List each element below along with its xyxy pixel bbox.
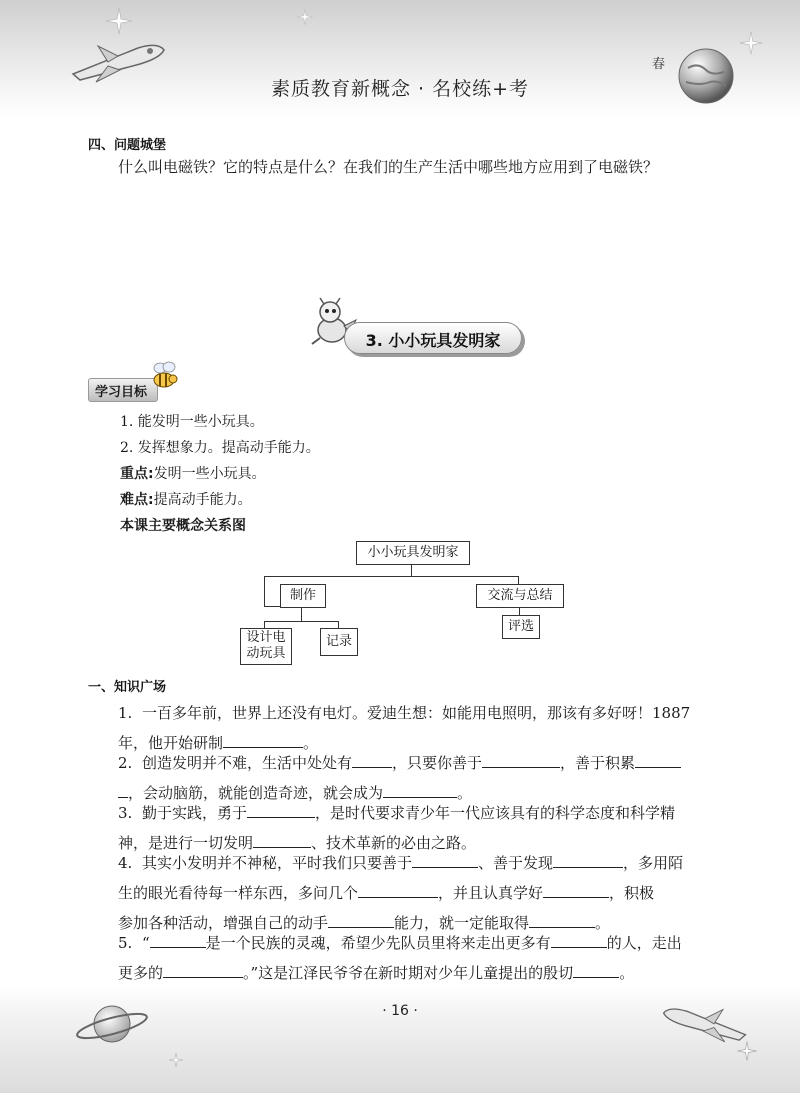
difficulty-text: 提高动手能力。 [153, 492, 252, 508]
question-line [118, 928, 718, 958]
question-text: 。 [619, 964, 635, 982]
fill-blank[interactable] [253, 831, 311, 848]
connector-line [338, 621, 339, 628]
key-point [120, 464, 266, 484]
connector-line [264, 576, 518, 577]
question-text: ，会动脑筋，就能创造奇迹，就会成为 [128, 784, 384, 802]
fill-blank[interactable] [482, 751, 560, 768]
question-line [118, 958, 718, 988]
connector-line [264, 621, 338, 622]
question-text: 能力，就一定能取得 [394, 914, 530, 932]
question-number: 2. [118, 754, 133, 772]
question-line [118, 848, 718, 878]
question-text: 生的眼光看待每一样东西，多问几个 [118, 884, 359, 902]
fill-blank[interactable] [553, 851, 623, 868]
fill-blank[interactable] [573, 961, 619, 978]
question-line [118, 748, 718, 778]
fill-blank[interactable] [529, 911, 595, 928]
question-text: 的人，走出 [606, 934, 682, 952]
fill-blank[interactable] [635, 751, 681, 768]
section-heading-questions: 四、问题城堡 [88, 138, 167, 153]
goal-item: 2. 发挥想象力。提高动手能力。 [120, 440, 320, 456]
connector-line [264, 621, 265, 628]
fill-blank[interactable] [383, 781, 457, 798]
question-text: 、技术革新的必由之路。 [311, 834, 477, 852]
connector-line [411, 564, 412, 576]
fill-blank[interactable] [118, 781, 128, 798]
question-text: 勤于实践，勇于 [142, 804, 248, 822]
question-line [118, 698, 718, 728]
question-number: 1. [118, 704, 133, 722]
key-point-label: 重点: [120, 466, 154, 482]
question-text: ，是时代要求青少年一代应该具有的科学态度和科学精 [315, 804, 676, 822]
lesson-title-banner [344, 322, 522, 354]
question-text: 、善于发现 [478, 854, 554, 872]
connector-line [301, 607, 302, 621]
fill-blank[interactable] [543, 881, 609, 898]
fill-blank[interactable] [551, 931, 607, 948]
section-heading-knowledge: 一、知识广场 [88, 680, 167, 695]
question-text: 是一个民族的灵魂，希望少先队员里将来走出更多有 [205, 934, 551, 952]
concept-map-title: 本课主要概念关系图 [120, 518, 246, 534]
concept-node-share: 交流与总结 [476, 584, 564, 608]
question-text: 神，是进行一切发明 [118, 834, 254, 852]
question-text: “ [142, 934, 150, 952]
star-icon [104, 6, 134, 36]
concept-node-select: 评选 [502, 615, 540, 639]
question-4 [118, 848, 718, 938]
question-text: 。 [595, 914, 611, 932]
fill-blank[interactable] [247, 801, 315, 818]
fill-blank[interactable] [358, 881, 438, 898]
header-title: 素质教育新概念 · 名校练+考 [270, 78, 530, 100]
lesson-title: 3. 小小玩具发明家 [365, 331, 501, 350]
saturn-planet-icon [72, 996, 152, 1052]
question-text: 。”这是江泽民爷爷在新时期对少年儿童提出的殷切 [243, 964, 574, 982]
connector-line [519, 607, 520, 615]
goal-item: 1. 能发明一些小玩具。 [120, 414, 264, 430]
question-number: 5. [118, 934, 133, 952]
question-text: 。 [457, 784, 473, 802]
question-line [118, 798, 718, 828]
connector-line [518, 576, 519, 584]
question-text: 什么叫电磁铁？它的特点是什么？在我们的生产生活中哪些地方应用到了电磁铁？ [118, 158, 659, 176]
question-text: 更多的 [118, 964, 164, 982]
question-5 [118, 928, 718, 988]
difficulty-point [120, 490, 252, 510]
question-text: 一百多年前，世界上还没有电灯。爱迪生想：如能用电照明，那该有多好呀！1887 [142, 704, 691, 722]
question-number: 4. [118, 854, 133, 872]
learning-goals-label: 学习目标 [95, 385, 148, 400]
question-text: 年，他开始研制 [118, 734, 224, 752]
question-text: ，多用陌 [623, 854, 684, 872]
page-number: · 16 · [382, 1003, 418, 1019]
fill-blank[interactable] [150, 931, 206, 948]
fill-blank[interactable] [328, 911, 394, 928]
concept-node-design [240, 628, 292, 665]
question-text: 参加各种活动，增强自己的动手 [118, 914, 329, 932]
key-point-text: 发明一些小玩具。 [153, 466, 266, 482]
star-icon [738, 30, 764, 56]
concept-node-design-line: 设计电 [246, 630, 286, 645]
question-line [118, 878, 718, 908]
concept-node-make: 制作 [280, 584, 326, 608]
fill-blank[interactable] [223, 731, 303, 748]
star-icon [296, 8, 314, 26]
question-text: 其实小发明并不神秘，平时我们只要善于 [142, 854, 413, 872]
concept-node-design-line: 动玩具 [246, 646, 286, 661]
fill-blank[interactable] [163, 961, 243, 978]
connector-line [264, 606, 280, 607]
fill-blank[interactable] [412, 851, 478, 868]
star-icon [168, 1052, 184, 1068]
season-label: 春 [652, 57, 666, 72]
question-text: ，积极 [609, 884, 655, 902]
question-text: ，并且认真学好 [438, 884, 544, 902]
star-icon [736, 1040, 758, 1062]
bee-icon [146, 358, 180, 392]
question-text: ，善于积累 [560, 754, 636, 772]
concept-node-record: 记录 [320, 628, 358, 656]
question-text: 。 [303, 734, 319, 752]
fill-blank[interactable] [352, 751, 392, 768]
difficulty-label: 难点: [120, 492, 154, 508]
question-text: 创造发明并不难，生活中处处有 [142, 754, 353, 772]
connector-line [264, 576, 265, 606]
concept-root-node: 小小玩具发明家 [356, 541, 470, 565]
question-text: ，只要你善于 [392, 754, 483, 772]
question-number: 3. [118, 804, 133, 822]
